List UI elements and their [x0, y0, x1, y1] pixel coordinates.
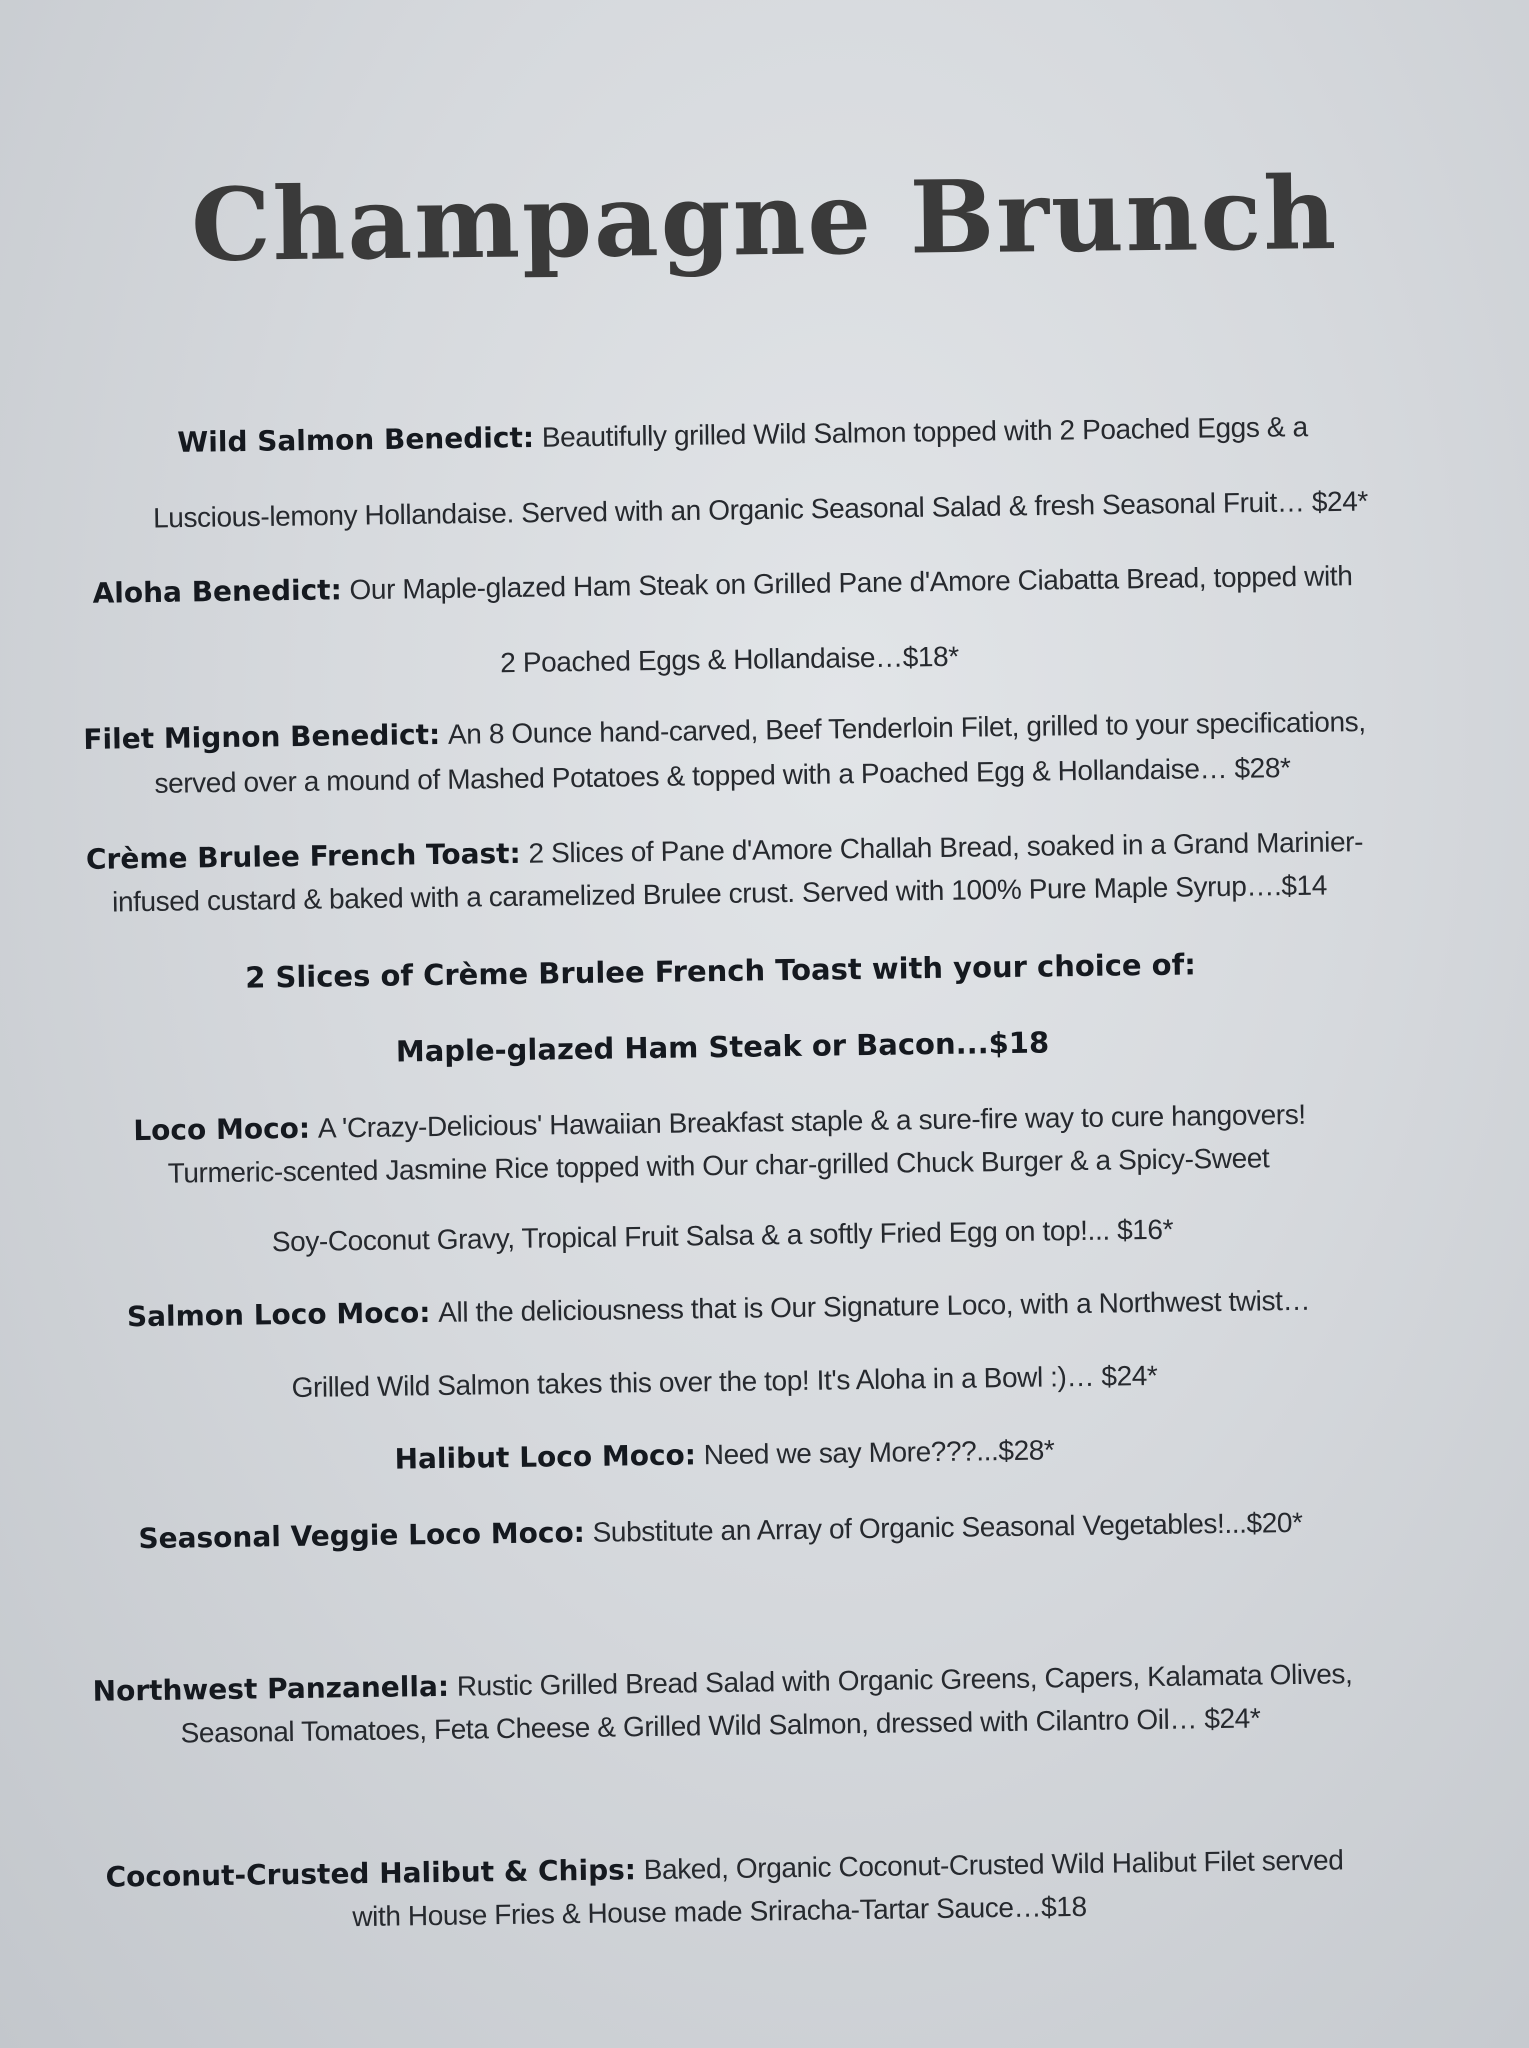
- item-description: Our Maple-glazed Ham Steak on Grilled Pane d'Amore Ciabatta Bread, topped with: [349, 560, 1353, 606]
- item-description: An 8 Ounce hand-carved, Beef Tenderloin Filet, grilled to your specifications,: [447, 706, 1366, 750]
- item-description: Seasonal Tomatoes, Feta Cheese & Grilled Wild Salmon, dressed with Cilantro Oil… $24*: [180, 1702, 1261, 1749]
- item-description: Soy-Coconut Gravy, Tropical Fruit Salsa & a softly Fried Egg on top!... $16*: [271, 1213, 1174, 1258]
- item-description: Substitute an Array of Organic Seasonal Vegetables!...$20*: [592, 1506, 1303, 1548]
- menu-item-wild-salmon-benedict: [0, 407, 1507, 461]
- item-name: Filet Mignon Benedict:: [83, 717, 441, 756]
- menu-item-description-line: [0, 1885, 1484, 1938]
- menu-item-halibut-loco-moco: [0, 1427, 1489, 1481]
- menu-item-description-line: [0, 1139, 1483, 1192]
- item-name: Loco Moco:: [133, 1111, 311, 1148]
- item-description: Rustic Grilled Bread Salad with Organic Greens, Capers, Kalamata Olives,: [456, 1658, 1353, 1702]
- item-name: Crème Brulee French Toast:: [85, 836, 521, 876]
- item-description: Grilled Wild Salmon takes this over the top! It's Aloha in a Bowl :)… $24*: [291, 1359, 1158, 1404]
- item-description: Beautifully grilled Wild Salmon topped with 2 Poached Eggs & a: [541, 411, 1308, 453]
- menu-item-description-line: [0, 1355, 1489, 1408]
- menu-item-salmon-loco-moco: [0, 1281, 1483, 1335]
- menu-item-description-line: [0, 1209, 1487, 1262]
- item-name: Seasonal Veggie Loco Moco:: [138, 1515, 586, 1556]
- item-name: Northwest Panzanella:: [92, 1669, 450, 1708]
- item-description: 2 Poached Eggs & Hollandaise…$18*: [500, 640, 959, 679]
- menu-item-aloha-benedict: [0, 557, 1487, 611]
- menu-item-seasonal-veggie-loco-moco: [0, 1503, 1485, 1557]
- item-description: Need we say More???...$28*: [703, 1434, 1055, 1471]
- item-name: Coconut-Crusted Halibut & Chips:: [105, 1853, 637, 1894]
- item-description: Luscious-lemony Hollandaise. Served with an Organic Seasonal Salad & fresh Seasonal Fruit… $24*: [152, 485, 1369, 534]
- menu-item-filet-mignon-benedict: [0, 703, 1489, 757]
- menu-title: Champagne Brunch: [190, 153, 1339, 285]
- item-description: Turmeric-scented Jasmine Rice topped with Our char-grilled Chuck Burger & a Spicy-Sweet: [167, 1142, 1270, 1189]
- item-name: Halibut Loco Moco:: [394, 1438, 697, 1476]
- menu-item-description-line: [0, 1699, 1485, 1752]
- menu-item-french-toast-combo-choice: [0, 1019, 1487, 1074]
- item-description: 2 Slices of Pane d'Amore Challah Bread, soaked in a Grand Marinier-: [528, 826, 1364, 869]
- menu-item-description-line: [0, 483, 1525, 536]
- item-description: All the deliciousness that is Our Signature Loco, with a Northwest twist…: [438, 1284, 1311, 1328]
- item-description: infused custard & baked with a caramelized Brulee crust. Served with 100% Pure Maple Syrup….$14: [111, 869, 1328, 918]
- item-description: served over a mound of Mashed Potatoes & topped with a Poached Egg & Hollandaise… $28*: [154, 752, 1291, 799]
- item-description: A 'Crazy-Delicious' Hawaiian Breakfast staple & a sure-fire way to cure hangovers!: [317, 1098, 1306, 1144]
- item-name: 2 Slices of Crème Brulee French Toast with your choice of:: [244, 947, 1197, 995]
- item-description: Baked, Organic Coconut-Crusted Wild Halibut Filet served: [643, 1844, 1344, 1886]
- menu-item-french-toast-combo: [0, 943, 1485, 998]
- item-name: Wild Salmon Benedict:: [177, 420, 535, 459]
- menu-item-description-line: [0, 749, 1487, 802]
- item-name: Aloha Benedict:: [92, 573, 342, 610]
- item-name: Salmon Loco Moco:: [126, 1296, 431, 1334]
- item-description: Maple-glazed Ham Steak or Bacon...$18: [395, 1025, 1050, 1069]
- item-description: with House Fries & House made Sriracha-Tartar Sauce…$18: [352, 1890, 1087, 1933]
- menu-item-description-line: [0, 633, 1494, 686]
- menu-item-description-line: [0, 867, 1484, 920]
